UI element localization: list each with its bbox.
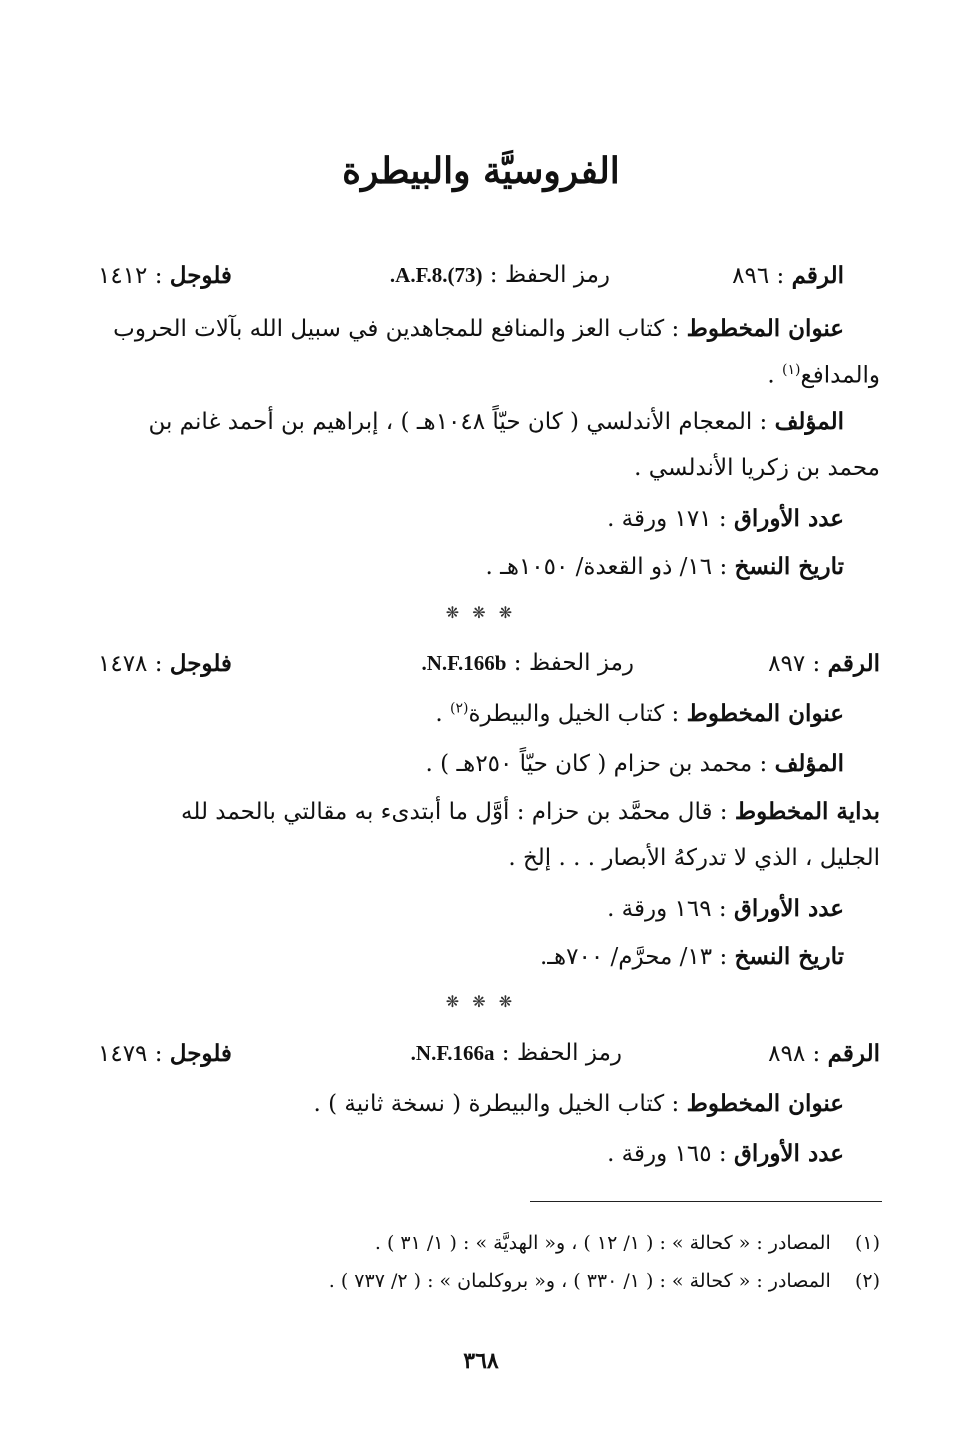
entry-3-leaves: عدد الأوراق : ١٦٥ ورقة . xyxy=(607,1140,844,1167)
leaves-value: ١٧١ ورقة . xyxy=(607,506,712,532)
entry-2-number: الرقم : ٨٩٧ xyxy=(768,650,880,677)
footnote-2 xyxy=(329,1270,880,1292)
entry-1-title: عنوان المخطوط : كتاب العز والمنافع للمجاهدين في سبيل الله بآلات الحروب xyxy=(113,315,844,342)
title-label: عنوان المخطوط xyxy=(686,315,844,342)
footnote-mark: (٢) xyxy=(854,1270,880,1292)
title-value: كتاب الخيل والبيطرة xyxy=(468,701,665,727)
title-value: كتاب الخيل والبيطرة ( نسخة ثانية ) . xyxy=(313,1091,665,1117)
page-number: ٣٦٨ xyxy=(463,1348,499,1374)
author-line2: محمد بن زكريا الأندلسي . xyxy=(634,455,880,481)
entry-2-incipit: بداية المخطوط : قال محمَّد بن حزام : أوَّل ما أبتدىء به مقالتي بالحمد لله xyxy=(181,798,880,825)
leaves-label: عدد الأوراق xyxy=(733,1140,844,1167)
footnote-mark: (١) xyxy=(854,1232,880,1254)
footnote-text: المصادر : « كحالة » : ( ١/ ٣٣٠ ) ، و« بروكلمان » : ( ٢/ ٧٣٧ ) . xyxy=(328,1270,831,1292)
shelf-label: رمز الحفظ xyxy=(516,1040,622,1066)
copy-date-label: تاريخ النسخ xyxy=(734,553,844,580)
footnote-1 xyxy=(375,1232,880,1254)
flugel-value: ١٤٧٨ xyxy=(98,651,148,677)
number-label: الرقم xyxy=(791,262,844,289)
entry-2-title: عنوان المخطوط : كتاب الخيل والبيطرة$^{(٢)}$ . xyxy=(435,700,844,727)
page-title: الفروسيَّة والبيطرة xyxy=(342,150,620,192)
footnote-ref-1: (١) xyxy=(782,362,801,378)
footnote-ref-2: (٢) xyxy=(449,700,469,717)
footnote-text: المصادر : « كحالة » : ( ١/ ١٢ ) ، و« الهديَّة » : ( ١/ ٣١ ) . xyxy=(374,1232,831,1254)
leaves-label: عدد الأوراق xyxy=(733,895,844,922)
shelf-code: A.F.8.(73). xyxy=(389,263,483,287)
entry-1-author: المؤلف : المعجام الأندلسي ( كان حيّاً ١٠٤٨هـ ) ، إبراهيم بن أحمد غانم بن xyxy=(148,408,844,435)
shelf-label: رمز الحفظ xyxy=(504,262,610,288)
incipit-line2: الجليل ، الذي لا تدركهُ الأبصار . . . إلخ . xyxy=(508,845,880,871)
title-label: عنوان المخطوط xyxy=(686,1090,844,1117)
entry-2-leaves: عدد الأوراق : ١٦٩ ورقة . xyxy=(607,895,844,922)
title-line2: والمدافع xyxy=(800,362,880,389)
separator: ❋ ❋ ❋ xyxy=(445,603,517,622)
entry-3-shelf: رمز الحفظ : N.F.166a. xyxy=(410,1040,622,1066)
shelf-code: N.F.166b. xyxy=(421,651,507,675)
author-label: المؤلف xyxy=(774,750,844,777)
flugel-value: ١٤١٢ xyxy=(98,263,148,289)
title-label: عنوان المخطوط xyxy=(686,700,844,727)
author-line1: المعجام الأندلسي ( كان حيّاً ١٠٤٨هـ ) ، إبراهيم بن أحمد غانم بن xyxy=(148,409,753,435)
entry-2-author: المؤلف : محمد بن حزام ( كان حيّاً ٢٥٠هـ ) . xyxy=(425,750,844,777)
number-value: ٨٩٨ xyxy=(768,1041,806,1067)
copy-date-value: ١٦/ ذو القعدة/ ١٠٥٠هـ . xyxy=(485,554,713,580)
title-line1: كتاب العز والمنافع للمجاهدين في سبيل الله بآلات الحروب xyxy=(113,316,665,342)
entry-2-incipit-cont xyxy=(508,845,880,871)
entry-1-leaves: عدد الأوراق : ١٧١ ورقة . xyxy=(607,505,844,532)
entry-1-flugel: فلوجل : ١٤١٢ xyxy=(98,262,232,289)
shelf-label: رمز الحفظ xyxy=(528,650,634,676)
copy-date-value: ١٣/ محرَّم/ ٧٠٠هـ. xyxy=(539,944,713,970)
copy-date-label: تاريخ النسخ xyxy=(734,943,844,970)
entry-2-copy-date: تاريخ النسخ : ١٣/ محرَّم/ ٧٠٠هـ. xyxy=(539,943,844,970)
entry-3-number: الرقم : ٨٩٨ xyxy=(768,1040,880,1067)
flugel-label: فلوجل xyxy=(169,262,232,289)
entry-3-title: عنوان المخطوط : كتاب الخيل والبيطرة ( نسخة ثانية ) . xyxy=(313,1090,844,1117)
footnote-rule xyxy=(530,1201,882,1202)
number-label: الرقم xyxy=(827,650,880,677)
incipit-line1: قال محمَّد بن حزام : أوَّل ما أبتدىء به مقالتي بالحمد لله xyxy=(181,799,713,825)
entry-3-flugel: فلوجل : ١٤٧٩ xyxy=(98,1040,232,1067)
number-value: ٨٩٦ xyxy=(732,263,770,289)
entry-1-title-cont: والمدافع$^{(١)}$ . xyxy=(767,362,880,389)
entry-2-flugel: فلوجل : ١٤٧٨ xyxy=(98,650,232,677)
entry-1-number: الرقم : ٨٩٦ xyxy=(732,262,844,289)
incipit-label: بداية المخطوط xyxy=(734,798,880,825)
flugel-value: ١٤٧٩ xyxy=(98,1041,148,1067)
number-value: ٨٩٧ xyxy=(768,651,806,677)
number-label: الرقم xyxy=(827,1040,880,1067)
entry-1-copy-date: تاريخ النسخ : ١٦/ ذو القعدة/ ١٠٥٠هـ . xyxy=(485,553,844,580)
entry-1-author-cont xyxy=(634,455,880,481)
entry-1-shelf: رمز الحفظ : A.F.8.(73). xyxy=(389,262,610,288)
entry-2-shelf: رمز الحفظ : N.F.166b. xyxy=(421,650,634,676)
leaves-value: ١٦٥ ورقة . xyxy=(607,1141,712,1167)
author-label: المؤلف xyxy=(774,408,844,435)
flugel-label: فلوجل xyxy=(169,1040,232,1067)
leaves-label: عدد الأوراق xyxy=(733,505,844,532)
separator: ❋ ❋ ❋ xyxy=(445,992,517,1011)
flugel-label: فلوجل xyxy=(169,650,232,677)
author-value: محمد بن حزام ( كان حيّاً ٢٥٠هـ ) . xyxy=(425,751,753,777)
shelf-code: N.F.166a. xyxy=(410,1041,495,1065)
leaves-value: ١٦٩ ورقة . xyxy=(607,896,712,922)
